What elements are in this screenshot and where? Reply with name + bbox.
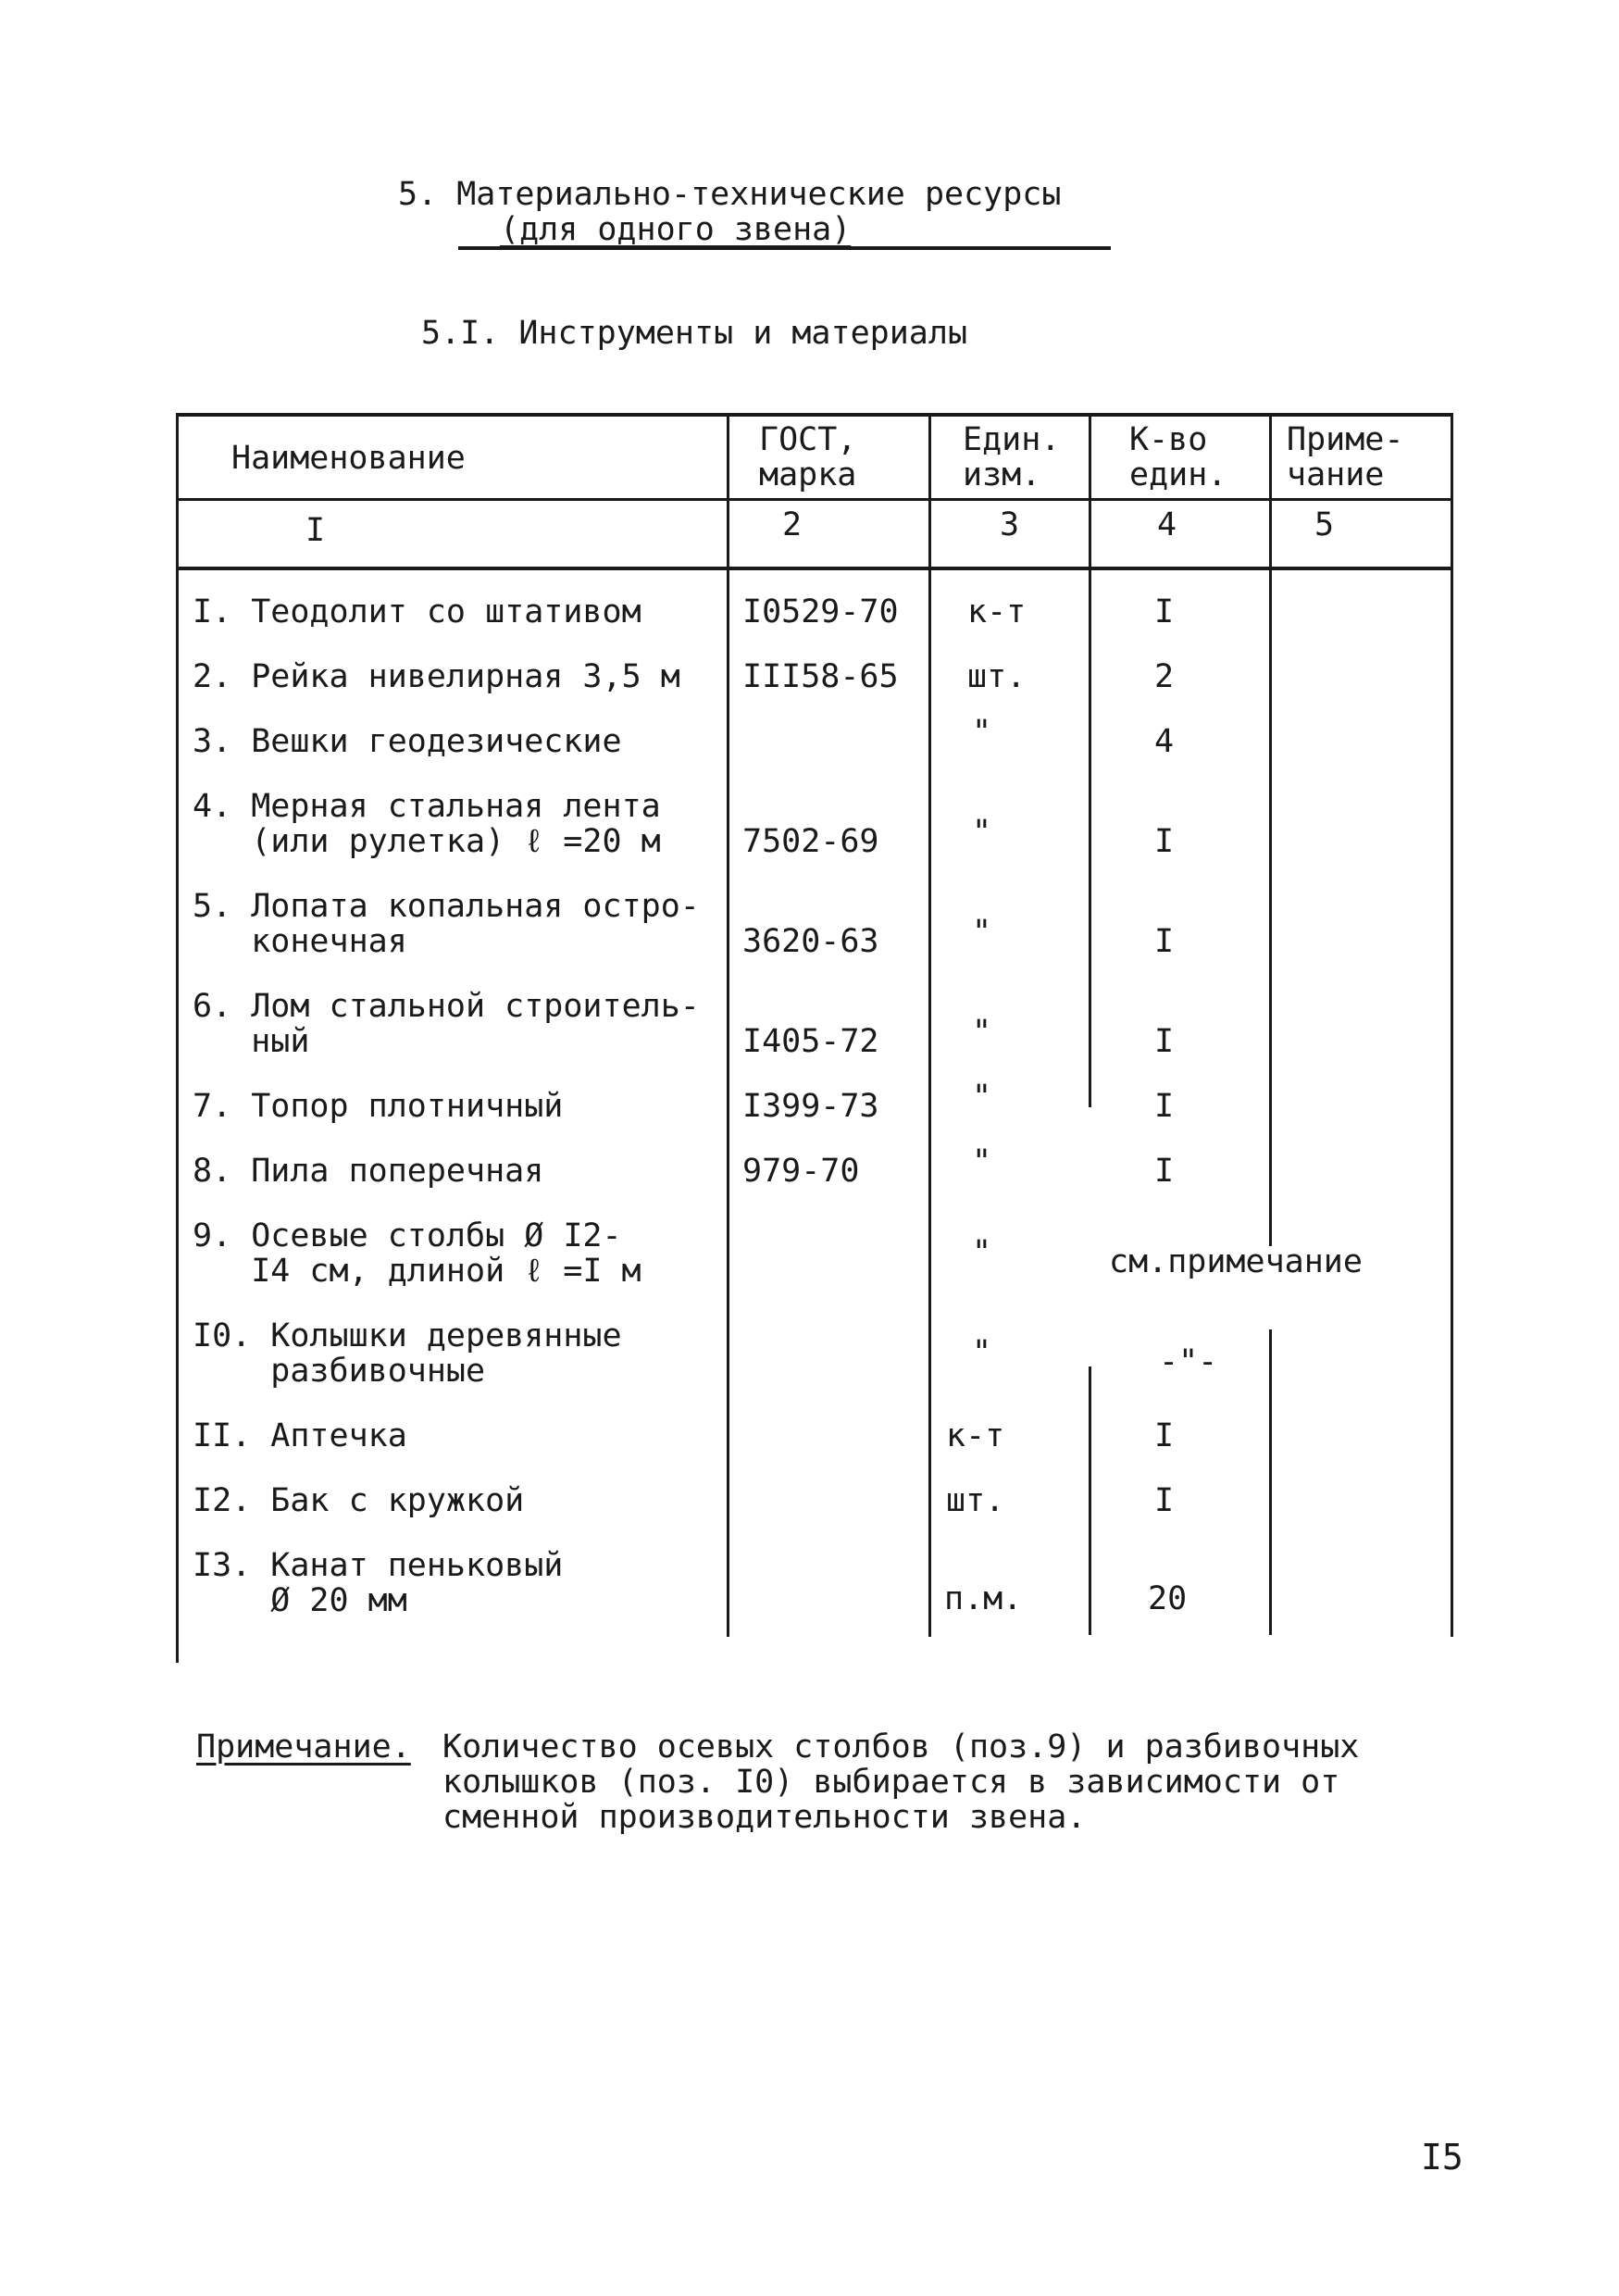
row-4-unit: " — [972, 814, 992, 851]
row-9-name: 9. Осевые столбы Ø I2- I4 см, длиной ℓ =I м — [193, 1217, 641, 1290]
header-gost: ГОСТ, марка — [759, 421, 857, 493]
row-10-qty: -"- — [1159, 1343, 1218, 1380]
header-name: Наименование — [231, 440, 466, 477]
col-divider-4b — [1269, 1329, 1272, 1635]
subsection-title: 5.I. Инструменты и материалы — [421, 315, 968, 352]
row-5-qty: I — [1154, 923, 1175, 960]
header-divider — [176, 498, 1453, 501]
table-top-border — [176, 413, 1453, 417]
row-13-unit: п.м. — [944, 1580, 1023, 1617]
row-13-name: I3. Канат пеньковый Ø 20 мм — [193, 1547, 564, 1619]
row-8-unit: " — [972, 1143, 992, 1180]
row-4-gost: 7502-69 — [742, 823, 879, 860]
row-6-unit: " — [972, 1014, 992, 1051]
row-3-qty: 4 — [1154, 723, 1175, 760]
row-5-name: 5. Лопата копальная остро- конечная — [193, 888, 700, 960]
colnum-1: I — [305, 512, 326, 549]
col-divider-2 — [928, 413, 931, 1637]
row-6-name: 6. Лом стальной строитель- ный — [193, 988, 700, 1060]
row-11-qty: I — [1154, 1417, 1175, 1454]
section-subtitle: (для одного звена) — [500, 211, 852, 248]
row-6-qty: I — [1154, 1023, 1175, 1060]
col-divider-4 — [1269, 413, 1272, 1246]
row-2-gost: III58-65 — [742, 658, 899, 695]
title-underline — [458, 246, 1111, 250]
row-2-qty: 2 — [1154, 658, 1175, 695]
header-note: Приме- чание — [1287, 421, 1404, 493]
row-10-name: I0. Колышки деревянные разбивочные — [193, 1317, 622, 1390]
row-10-unit: " — [972, 1334, 992, 1371]
row-7-gost: I399-73 — [742, 1088, 879, 1125]
row-1-qty: I — [1154, 593, 1175, 630]
row-7-name: 7. Топор плотничный — [193, 1088, 564, 1125]
row-8-qty: I — [1154, 1153, 1175, 1190]
row-12-unit: шт. — [946, 1482, 1005, 1519]
row-2-unit: шт. — [967, 658, 1027, 695]
row-9-qty: см.примечание — [1109, 1243, 1363, 1280]
row-12-qty: I — [1154, 1482, 1175, 1519]
note-label: Примечание. — [196, 1728, 411, 1766]
materials-table — [176, 413, 1453, 1663]
row-8-name: 8. Пила поперечная — [193, 1153, 544, 1190]
row-2-name: 2. Рейка нивелирная 3,5 м — [193, 658, 680, 695]
row-1-unit: к-т — [967, 593, 1027, 630]
colnum-4: 4 — [1157, 506, 1177, 543]
row-1-gost: I0529-70 — [742, 593, 899, 630]
row-4-name: 4. Мерная стальная лента (или рулетка) ℓ =20 м — [193, 788, 661, 860]
row-3-unit: " — [972, 714, 992, 751]
colnum-divider — [176, 567, 1453, 570]
row-5-gost: 3620-63 — [742, 923, 879, 960]
row-5-unit: " — [972, 914, 992, 951]
row-9-unit: " — [972, 1234, 992, 1271]
table-left-border — [176, 413, 179, 1663]
row-1-name: I. Теодолит со штативом — [193, 593, 641, 630]
col-divider-1 — [727, 413, 729, 1637]
note-text: Количество осевых столбов (поз.9) и разбивочных колышков (поз. I0) выбирается в зависимости от сменной производительности звена. — [442, 1728, 1360, 1836]
row-8-gost: 979-70 — [742, 1153, 860, 1190]
row-6-gost: I405-72 — [742, 1023, 879, 1060]
row-7-unit: " — [972, 1079, 992, 1116]
row-3-name: 3. Вешки геодезические — [193, 723, 622, 760]
row-13-qty: 20 — [1148, 1580, 1188, 1617]
col-divider-3b — [1089, 1366, 1091, 1635]
header-unit: Един. изм. — [963, 421, 1061, 493]
row-4-qty: I — [1154, 823, 1175, 860]
row-12-name: I2. Бак с кружкой — [193, 1482, 525, 1519]
colnum-3: 3 — [1000, 506, 1020, 543]
row-11-unit: к-т — [946, 1417, 1005, 1454]
page-number: I5 — [1421, 2137, 1463, 2177]
colnum-2: 2 — [782, 506, 803, 543]
section-title: 5. Материально-технические ресурсы — [398, 176, 1062, 213]
row-11-name: II. Аптечка — [193, 1417, 407, 1454]
table-right-border — [1451, 413, 1453, 1637]
header-qty: К-во един. — [1129, 421, 1227, 493]
colnum-5: 5 — [1314, 506, 1335, 543]
row-7-qty: I — [1154, 1088, 1175, 1125]
col-divider-3 — [1089, 413, 1091, 1107]
